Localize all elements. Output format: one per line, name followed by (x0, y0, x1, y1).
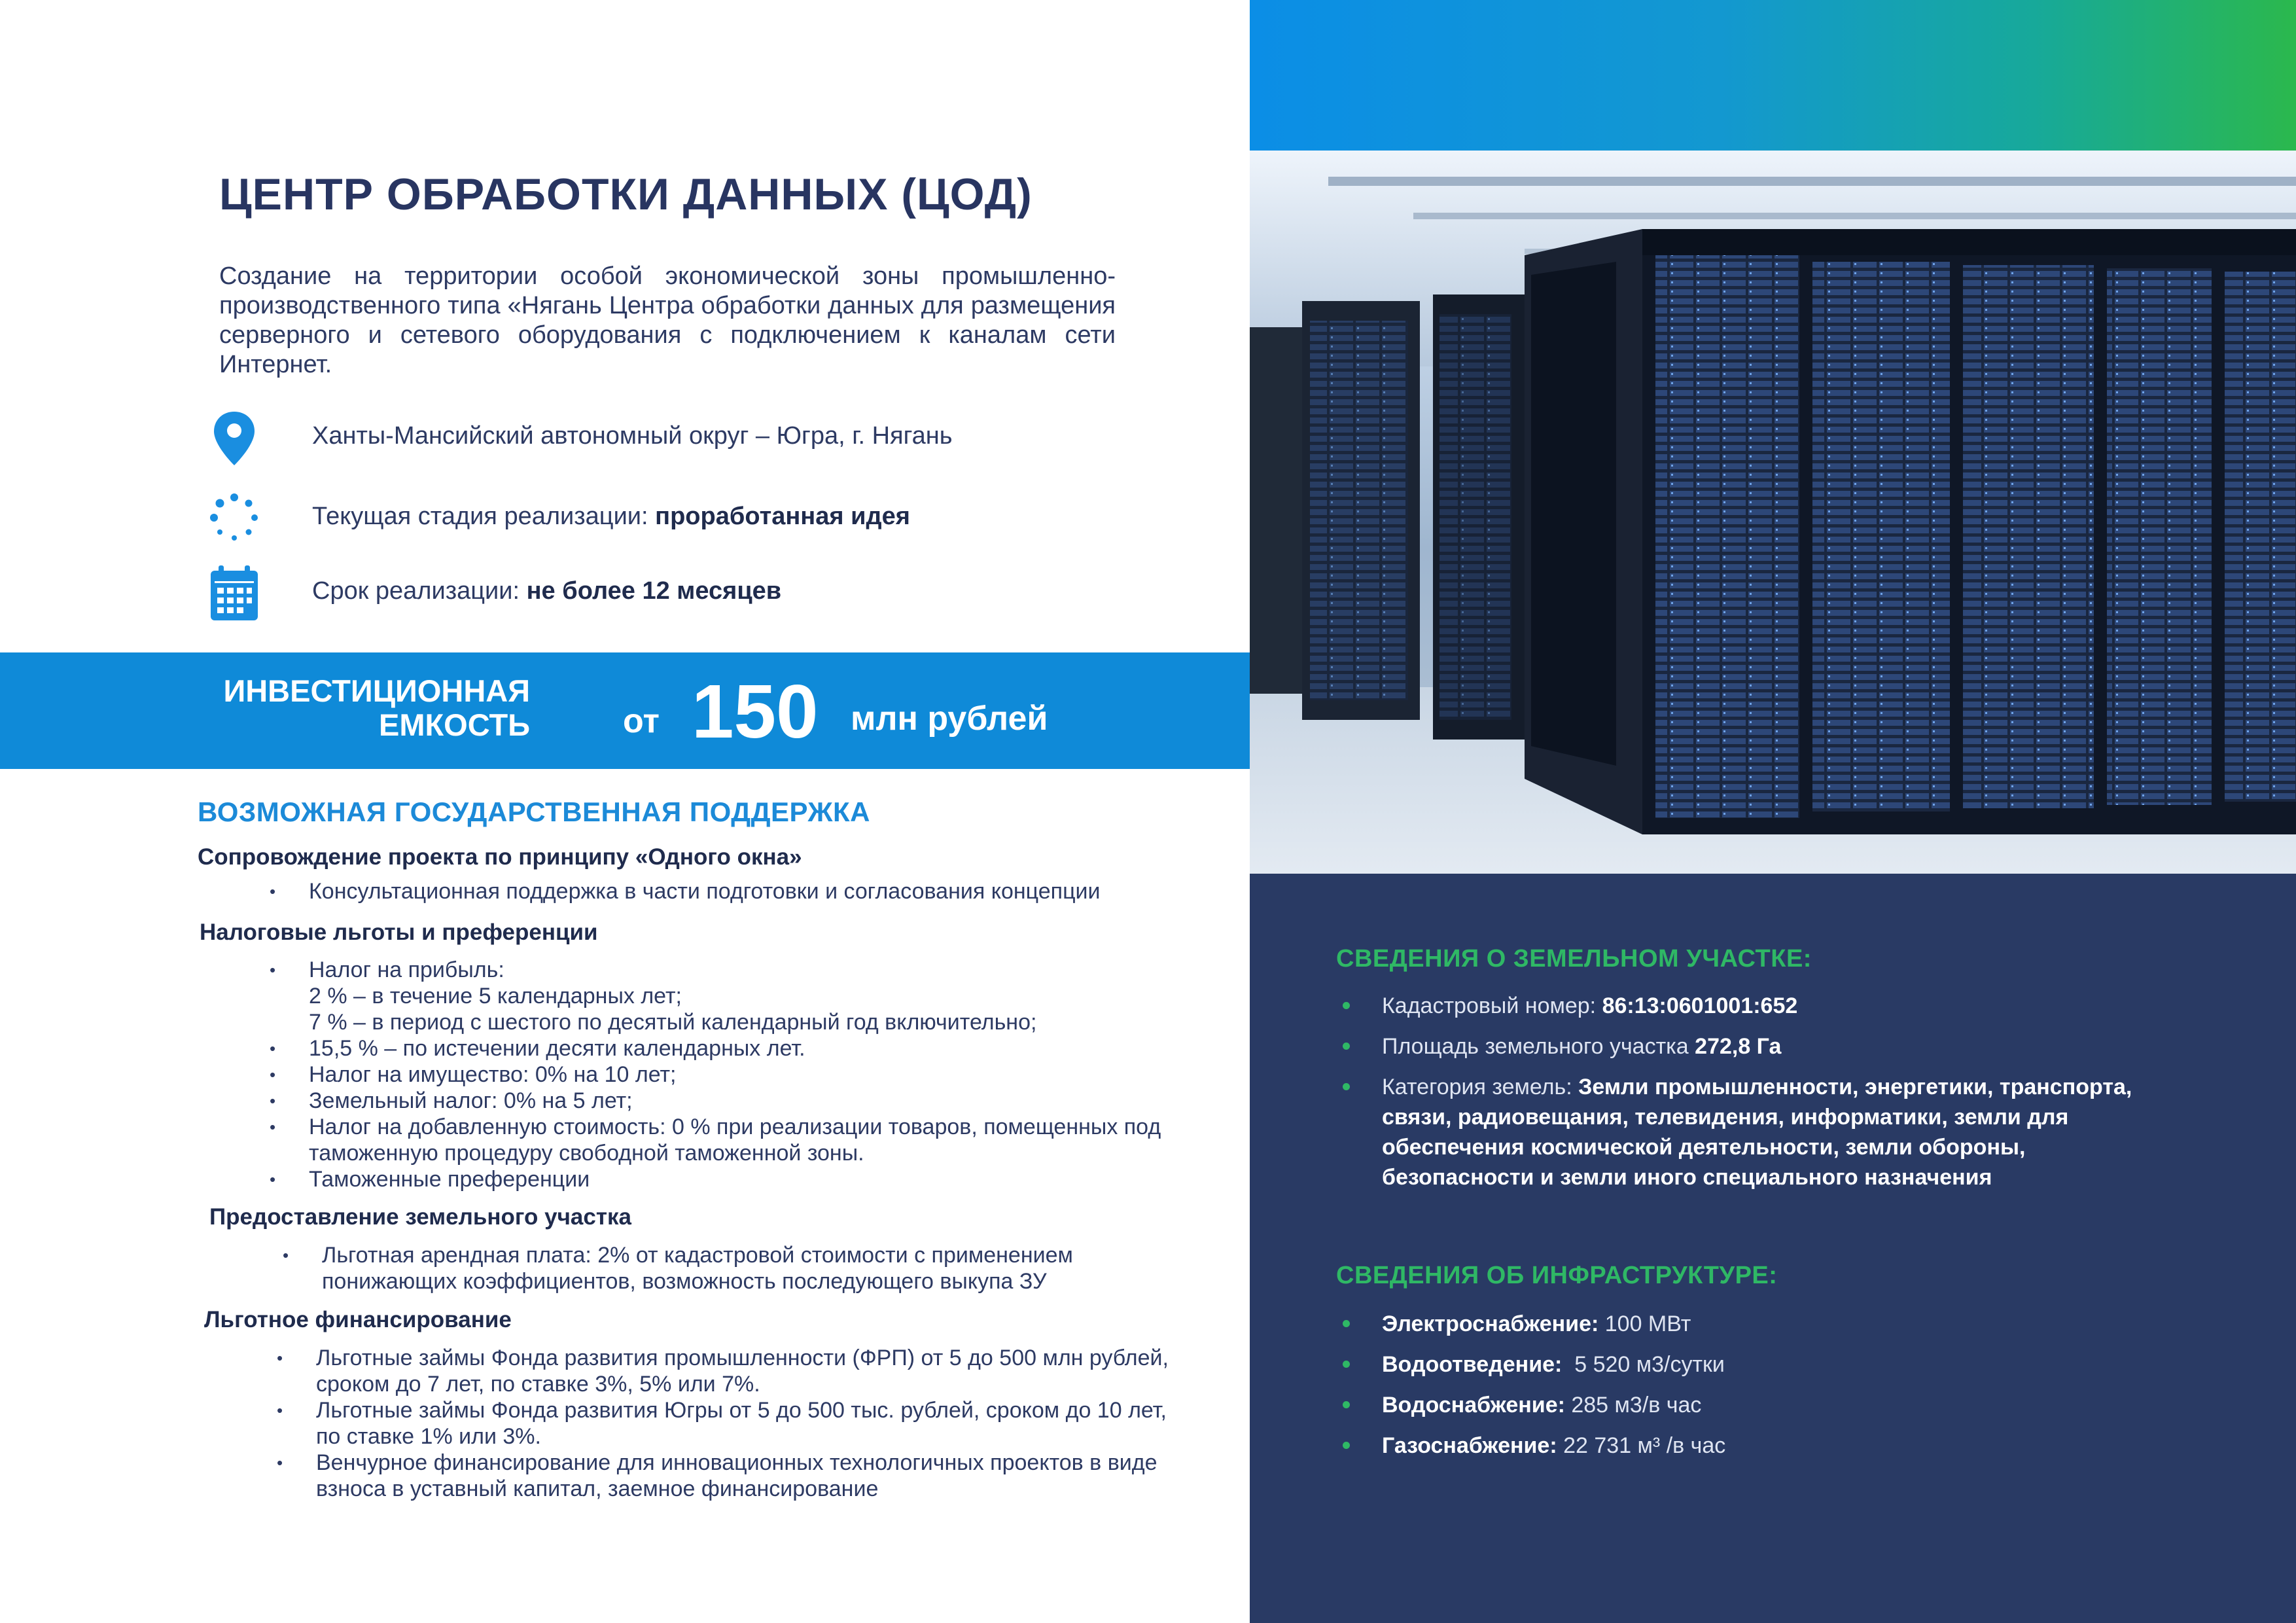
finance-list (277, 1345, 1180, 1502)
investment-label-line2: ЕМКОСТЬ (378, 707, 530, 742)
infra-label: Газоснабжение: (1382, 1433, 1557, 1458)
land-support-list (283, 1242, 1153, 1294)
tax-profit: • Налог на прибыль: (309, 957, 504, 982)
category-value: Земли промышленности, энергетики, транспорта, связи, радиовещания, телевидения, информатики, земли для обеспечения космической деятельности, земли обороны, безопасности и земли иного специального назначения (1382, 1075, 2132, 1190)
investment-amount: 150 (692, 669, 819, 754)
land-support-title: Предоставление земельного участка (209, 1204, 631, 1230)
info-panel (1250, 874, 2296, 1623)
calendar-icon (196, 564, 272, 623)
list-item (270, 957, 1218, 1035)
stage-label: Текущая стадия реализации: (312, 503, 648, 530)
server-racks-illustration (1250, 151, 2296, 874)
list-item (1343, 1031, 2167, 1061)
list-item: • Налог на имущество: 0% на 10 лет; (270, 1061, 1218, 1088)
intro-paragraph: Создание на территории особой экономической зоны промышленно-производственного типа «Нягань Центра обработки данных для размещения серверного и сетевого оборудования с подключением к каналам сети Интернет. (219, 262, 1116, 378)
finance-title: Льготное финансирование (204, 1307, 512, 1332)
list-item: • 15,5 % – по истечении десяти календарных лет. (270, 1035, 1218, 1061)
list-item: • Консультационная поддержка в части подготовки и согласования концепции (270, 878, 1218, 904)
list-item: • Налог на добавленную стоимость: 0 % при реализации товаров, помещенных под таможенную процедуру свободной таможенной зоны. (270, 1114, 1218, 1166)
category-label: Категория земель: (1382, 1075, 1572, 1099)
page-title: ЦЕНТР ОБРАБОТКИ ДАННЫХ (ЦОД) (219, 169, 1033, 219)
land-heading: СВЕДЕНИЯ О ЗЕМЕЛЬНОМ УЧАСТКЕ: (1336, 945, 1812, 972)
infra-value: 100 МВт (1598, 1311, 1691, 1336)
header-gradient-band (1250, 0, 2296, 151)
list-item: • Льготные займы Фонда развития промышленности (ФРП) от 5 до 500 млн рублей, сроком до 7 лет, по ставке 3%, 5% или 7%. (277, 1345, 1180, 1397)
term-text (312, 577, 781, 605)
area-value: 272,8 Га (1695, 1034, 1782, 1059)
infrastructure-heading: СВЕДЕНИЯ ОБ ИНФРАСТРУКТУРЕ: (1336, 1262, 1778, 1289)
tax-profit-2: 7 % – в период с шестого по десятый календарный год включительно; (309, 1010, 1037, 1035)
tax-title: Налоговые льготы и преференции (200, 919, 598, 945)
cadastral-label: Кадастровый номер: (1382, 993, 1597, 1018)
infra-value: 285 м3/в час (1564, 1393, 1702, 1418)
list-item (1343, 1390, 2167, 1420)
infra-label: Водоотведение: (1382, 1352, 1563, 1377)
support-heading: ВОЗМОЖНАЯ ГОСУДАРСТВЕННАЯ ПОДДЕРЖКА (198, 796, 870, 827)
term-row (196, 564, 1178, 623)
one-window-list (270, 878, 1218, 904)
infra-value: 22 731 м³ /в час (1557, 1433, 1726, 1458)
server-room-photo (1250, 151, 2296, 874)
area-label: Площадь земельного участка (1382, 1034, 1689, 1059)
list-item: • Таможенные преференции (270, 1166, 1218, 1192)
stage-value: проработанная идея (655, 503, 910, 530)
location-pin-icon (196, 409, 272, 468)
infra-value: 5 520 м3/сутки (1562, 1352, 1725, 1377)
investment-from: от (623, 702, 660, 740)
investment-unit: млн рублей (851, 700, 1048, 738)
stage-text (312, 503, 910, 531)
infra-label: Электроснабжение: (1382, 1311, 1599, 1336)
list-item (1343, 1349, 2167, 1380)
term-value: не более 12 месяцев (526, 577, 782, 605)
one-window-title: Сопровождение проекта по принципу «Одного окна» (198, 844, 802, 870)
term-label: Срок реализации: (312, 577, 520, 605)
list-item (1343, 1431, 2167, 1461)
cadastral-value: 86:13:0601001:652 (1602, 993, 1798, 1018)
land-list (1343, 991, 2167, 1203)
infra-label: Водоснабжение: (1382, 1393, 1565, 1418)
progress-spinner-icon (196, 490, 272, 548)
list-item: • Льготные займы Фонда развития Югры от 5 до 500 тыс. рублей, сроком до 10 лет, по ставке 1% или 3%. (277, 1397, 1167, 1450)
list-item (1343, 1309, 2167, 1339)
list-item: • Льготная арендная плата: 2% от кадастровой стоимости с применением понижающих коэффициентов, возможность последующего выкупа ЗУ (283, 1242, 1153, 1294)
list-item: • Венчурное финансирование для инновационных технологичных проектов в виде взноса в уставный капитал, заемное финансирование (277, 1450, 1167, 1502)
location-text: Ханты-Мансийский автономный округ – Югра, г. Нягань (312, 422, 953, 450)
infrastructure-list (1343, 1309, 2167, 1471)
tax-list (270, 957, 1218, 1192)
location-row (196, 409, 1178, 468)
stage-row (196, 490, 1178, 548)
investment-label (137, 674, 530, 742)
list-item: • Земельный налог: 0% на 5 лет; (270, 1088, 1218, 1114)
investment-label-line1: ИНВЕСТИЦИОННАЯ (223, 673, 530, 708)
list-item (1343, 991, 2167, 1021)
tax-profit-1: 2 % – в течение 5 календарных лет; (309, 984, 682, 1008)
list-item (1343, 1072, 2167, 1192)
